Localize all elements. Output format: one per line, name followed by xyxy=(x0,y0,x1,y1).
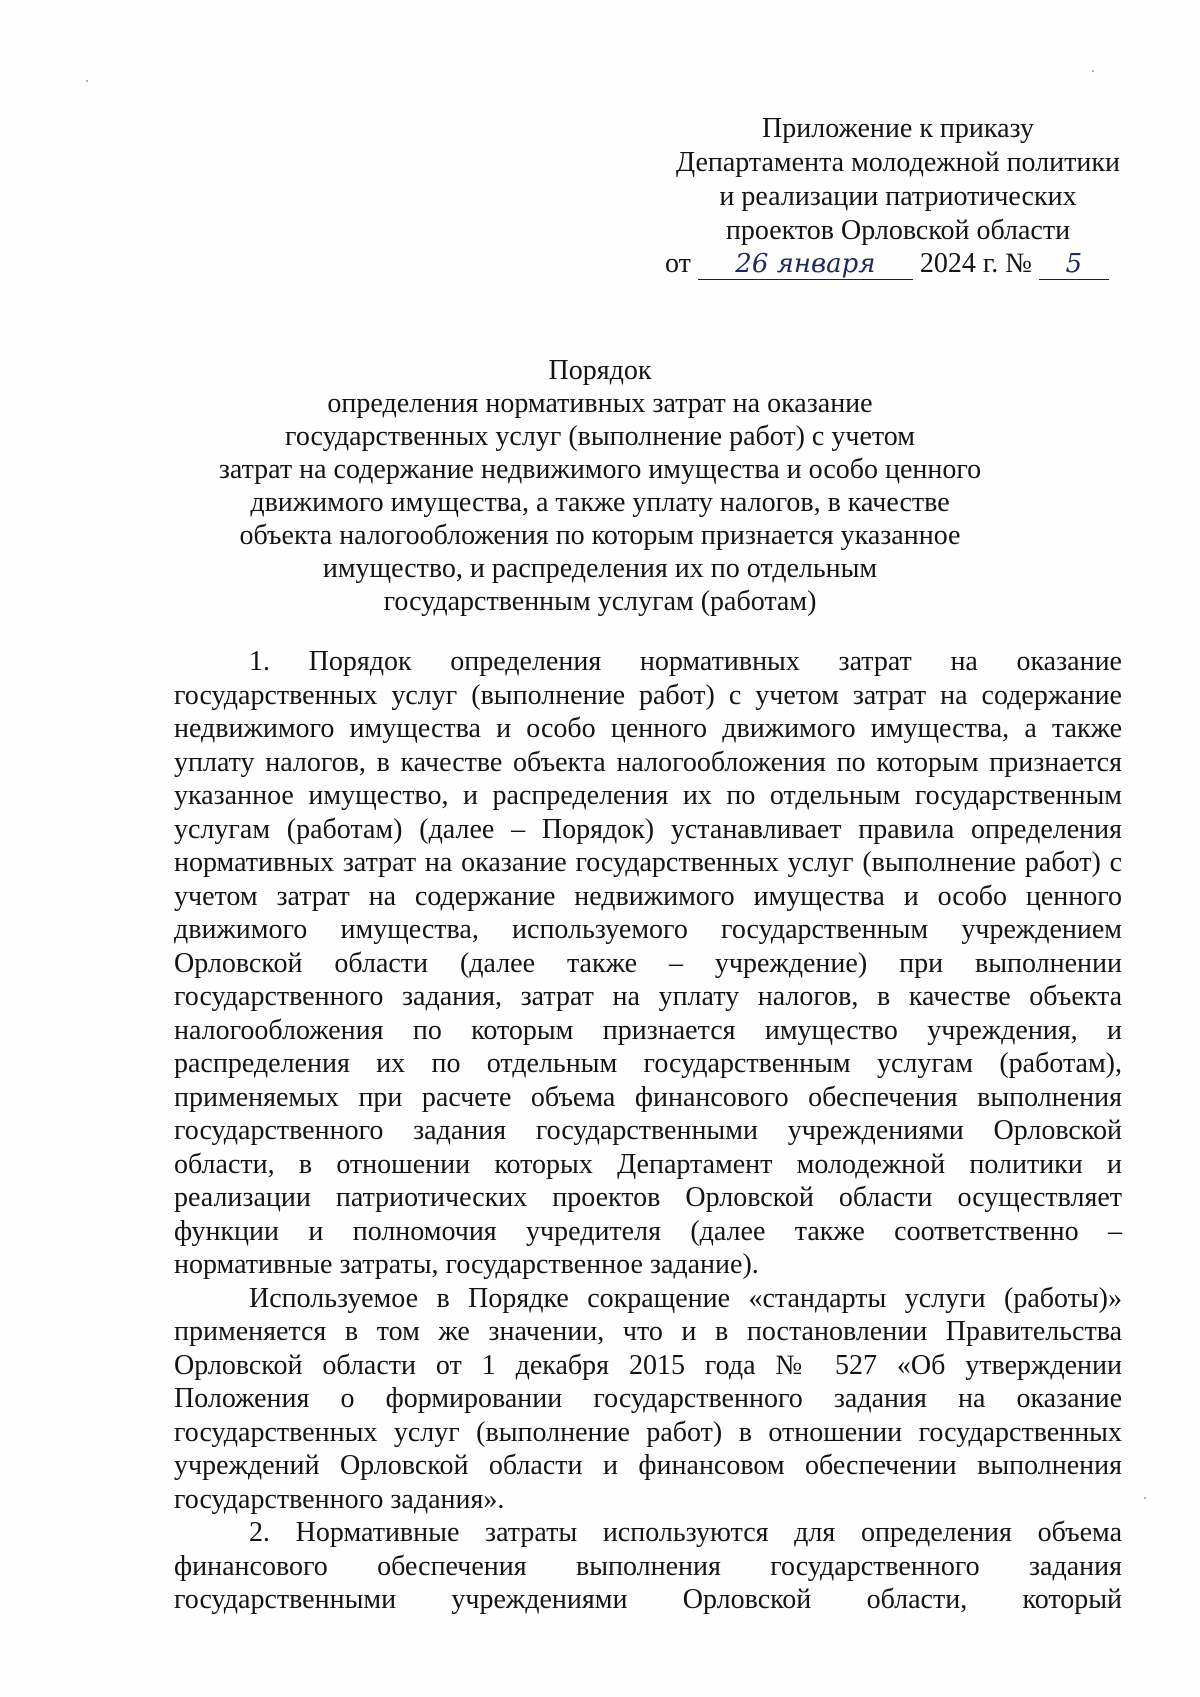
header-line: проектов Орловской области xyxy=(725,215,1071,246)
paragraph-1: 1. Порядок определения нормативных затрат на оказание государственных услуг (выполнение работ) с учетом затрат на содержание недвижимого имущества и особо ценного движимого имущества, а также уплату налогов, в качестве объекта налогообложения по которым признается указанное имущество, и распределения их по отдельным государственным услугам (работам) (далее – Порядок) устанавливает правила определения нормативных затрат на оказание государственных услуг (выполнение работ) с учетом затрат на содержание недвижимого имущества и особо ценного движимого имущества, используемого государственным учреждением Орловской области (далее также – учреждение) при выполнении государственного задания, затрат на уплату налогов, в качестве объекта налогообложения по которым признается имущество учреждения, и распределения их по отдельным государственным услугам (работам), применяемых при расчете объема финансового обеспечения выполнения государственного задания государственными учреждениями Орловской области, в отношении которых Департамент молодежной политики и реализации патриотических проектов Орловской области осуществляет функции и полномочия учредителя (далее также соответственно – нормативные затраты, государственное задание). xyxy=(174,646,1122,1280)
document-body xyxy=(174,645,1122,1617)
scan-speck xyxy=(1092,70,1094,72)
title-line: имущество, и распределения их по отдельным xyxy=(322,553,878,584)
title-line: определения нормативных затрат на оказание xyxy=(327,388,873,419)
scan-speck xyxy=(1144,1497,1146,1499)
title-line: государственных услуг (выполнение работ) с учетом xyxy=(285,421,915,452)
title-line: объекта налогообложения по которым признается указанное xyxy=(239,520,961,551)
order-date-line xyxy=(665,247,1109,281)
paragraph-3: 2. Нормативные затраты используются для определения объема финансового обеспечения выполнения государственного задания государственными учреждениями Орловской области, который xyxy=(174,1517,1122,1615)
title-line: Порядок xyxy=(548,355,652,386)
header-line: Приложение к приказу xyxy=(762,113,1034,144)
year-number-label: 2024 г. № xyxy=(919,248,1032,279)
title-line: движимого имущества, а также уплату налогов, в качестве xyxy=(250,487,950,518)
title-line: затрат на содержание недвижимого имущества и особо ценного xyxy=(218,454,982,485)
header-line: Департамента молодежной политики xyxy=(676,147,1120,178)
document-title xyxy=(180,354,1020,618)
date-prefix: от xyxy=(665,248,691,279)
header-line: и реализации патриотических xyxy=(719,181,1077,212)
handwritten-order-number: 5 xyxy=(1039,249,1109,280)
appendix-header xyxy=(628,112,1168,248)
scan-speck xyxy=(86,80,88,82)
title-line: государственным услугам (работам) xyxy=(383,586,817,617)
paragraph-2: Используемое в Порядке сокращение «стандарты услуги (работы)» применяется в том же значении, что и в постановлении Правительства Орловской области от 1 декабря 2015 года № 527 «Об утверждении Положения о формировании государственного задания на оказание государственных услуг (выполнение работ) в отношении государственных учреждений Орловской области и финансовом обеспечении выполнения государственного задания». xyxy=(174,1282,1122,1515)
handwritten-date: 26 января xyxy=(698,249,913,280)
